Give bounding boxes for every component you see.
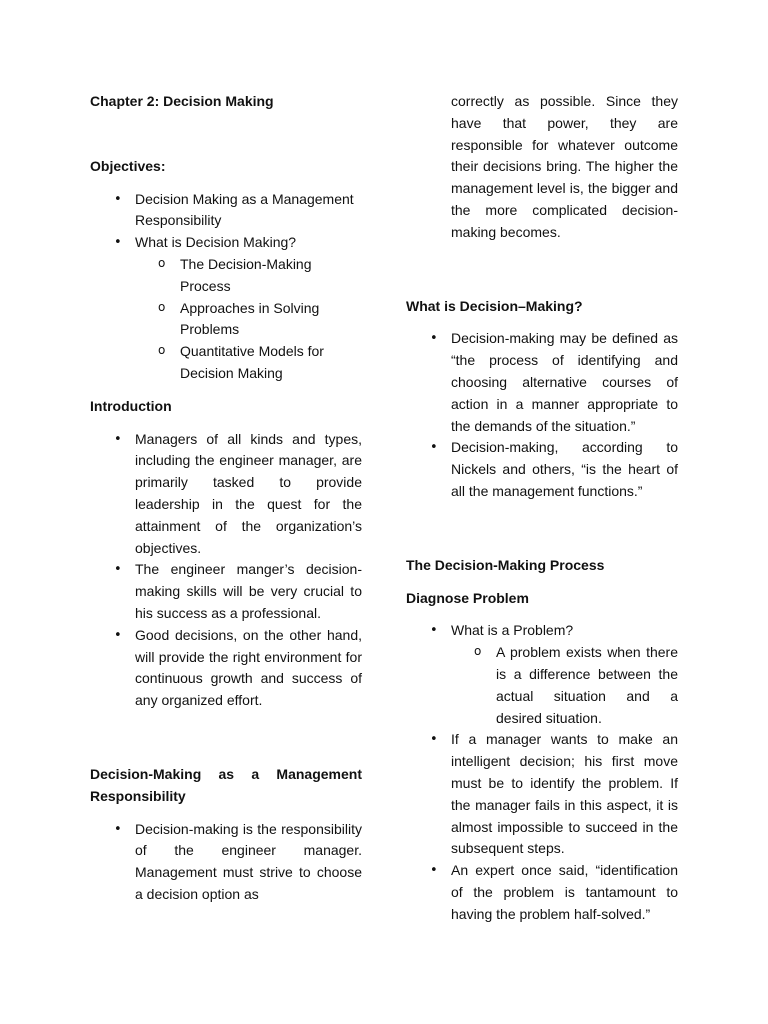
responsibility-list: [90, 819, 362, 906]
sub-objective-item: o The Decision-Making Process: [90, 254, 362, 298]
responsibility-bullet: • Decision-making is the responsibility of the engineer manager. Management must strive to choose a decision option as: [90, 819, 362, 906]
right-column: [406, 91, 678, 926]
introduction-heading: Introduction: [90, 397, 172, 414]
continuation-paragraph: correctly as possible. Since they have that power, they are responsible for whatever outcome their decisions bring. The higher the management level is, the bigger and the more complicated decision-making becomes.: [451, 93, 678, 240]
sub-objective-item: o Approaches in Solving Problems: [90, 298, 362, 342]
intro-bullet: • Good decisions, on the other hand, will provide the right environment for continuous growth and success of any organized effort.: [90, 625, 362, 712]
intro-bullet: • The engineer manger’s decision-making skills will be very crucial to his success as a professional.: [90, 559, 362, 624]
diagnose-list: [406, 620, 678, 925]
objectives-list: [90, 189, 362, 385]
chapter-title: Chapter 2: Decision Making: [90, 93, 274, 109]
what-is-list: [406, 328, 678, 502]
sub-objective-item: o Quantitative Models for Decision Making: [90, 341, 362, 385]
problem-definition-bullet: o A problem exists when there is a difference between the actual situation and a desired situation.: [406, 642, 678, 729]
process-heading: The Decision-Making Process: [406, 556, 605, 573]
diagnose-bullet: • If a manager wants to make an intelligent decision; his first move must be to identify the problem. If the manager fails in this aspect, it is almost impossible to succeed in the subsequent steps.: [406, 729, 678, 860]
what-is-decision-making-heading: What is Decision–Making?: [406, 297, 583, 314]
definition-bullet: • Decision-making, according to Nickels and others, “is the heart of all the management functions.”: [406, 437, 678, 502]
intro-bullet: • Managers of all kinds and types, including the engineer manager, are primarily tasked to provide leadership in the quest for the attainment of the organization’s objectives.: [90, 429, 362, 560]
objective-item: • Decision Making as a Management Responsibility: [90, 189, 362, 233]
left-column: [90, 91, 362, 906]
definition-bullet: • Decision-making may be defined as “the process of identifying and choosing alternative courses of action in a manner appropriate to the demands of the situation.”: [406, 328, 678, 437]
objective-item: • What is Decision Making?: [90, 232, 362, 254]
objectives-heading: Objectives:: [90, 157, 166, 174]
responsibility-heading: Decision-Making as a Management Responsibility: [90, 765, 362, 804]
diagnose-bullet: • An expert once said, “identification of the problem is tantamount to having the problem half-solved.”: [406, 860, 678, 925]
introduction-list: [90, 429, 362, 712]
diagnose-heading: Diagnose Problem: [406, 589, 529, 606]
problem-question-bullet: • What is a Problem?: [406, 620, 678, 642]
